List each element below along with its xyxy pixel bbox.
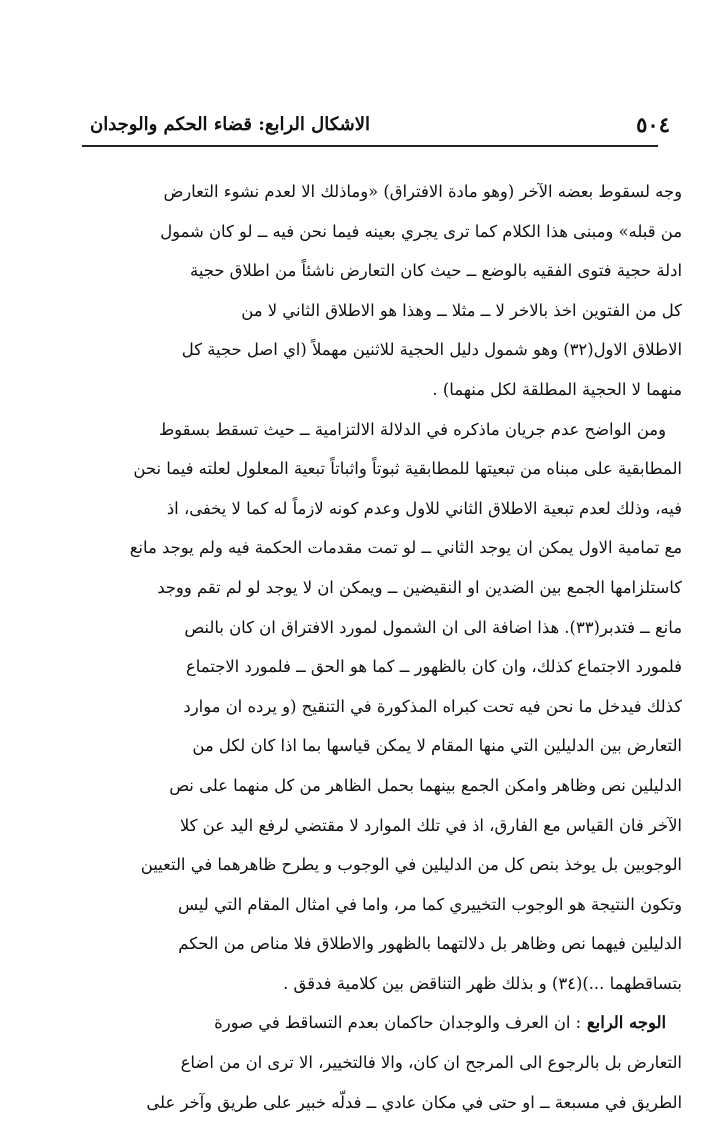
text-line: بتساقطهما ...)(٣٤) و بذلك ظهر التناقض بين كلامية فدقق . (283, 973, 682, 993)
text-line: الدليلين نص وظاهر وامكن الجمع بينهما بحمل الظاهر من كل منهما على نص (169, 775, 682, 795)
page-header (80, 106, 670, 142)
text-line: وجه لسقوط بعضه الآخر (وهو مادة الافتراق) «وماذلك الا لعدم نشوء التعارض (163, 182, 682, 201)
text-line: التعارض بل بالرجوع الى المرجح ان كان، والا فالتخيير، الا ترى ان من اضاع (180, 1053, 682, 1073)
text-line: ادلة حجية فتوى الفقيه بالوضع ــ حيث كان التعارض ناشئاً من اطلاق حجية (190, 261, 682, 281)
text-line: كذلك فيدخل ما نحن فيه تحت كبراه المذكورة في التنقيح (و يرده ان موارد (183, 696, 682, 716)
text-line: منهما لا الحجية المطلقة لكل منهما) . (432, 379, 682, 399)
text-line: الاطلاق الاول(٣٢) وهو شمول دليل الحجية للاثنين مهملاً (اي اصل حجية كل (181, 340, 682, 360)
body-text (70, 172, 682, 1122)
text-line: الدليلين فيهما نص وظاهر بل دلالتهما بالظهور والاطلاق فلا مناص من الحكم (178, 934, 682, 954)
text-line: الآخر فان القياس مع الفارق، اذ في تلك الموارد لا مقتضي لرفع اليد عن كلا (179, 815, 682, 835)
text-line: التعارض بين الدليلين التي منها المقام لا يمكن قياسها بما اذا كان لكل من (192, 736, 682, 756)
running-title: الاشكال الرابع: قضاء الحكم والوجدان (90, 114, 371, 135)
text-line: مانع ــ فتدبر(٣٣). هذا اضافة الى ان الشمول لمورد الافتراق ان كان بالنص (184, 617, 682, 637)
page-number: ٥٠٤ (636, 112, 670, 137)
text-line: وتكون النتيجة هو الوجوب التخييري كما مر، واما في امثال المقام التي ليس (177, 894, 682, 914)
text-line: فلمورد الاجتماع كذلك، وان كان بالظهور ــ كما هو الحق ــ فلمورد الاجتماع (186, 657, 682, 677)
header-rule (82, 145, 658, 147)
text-line: الطريق في مسبعة ــ او حتى في مكان عادي ــ فدلّه خبير على طريق وآخر على (146, 1092, 682, 1112)
text-line: كاستلزامها الجمع بين الضدين او النقيضين ــ ويمكن ان لا يوجد لو لم تقم ووجد (157, 577, 682, 597)
text-line: المطابقية على مبناه من تبعيتها للمطابقية ثبوتاً واثباتاً تبعية المعلول لعلته فيما نحن (133, 459, 682, 479)
text-line: كل من الفتوين اخذ بالاخر لا ــ مثلا ــ وهذا هو الاطلاق الثاني لا من (241, 300, 682, 320)
section-heading: الوجه الرابع (581, 1013, 666, 1033)
text-line: الوجوبين بل يوخذ بنص كل من الدليلين في الوجوب و يطرح ظاهرهما في التعيين (140, 855, 682, 875)
text-line: من قبله» ومبنى هذا الكلام كما ترى يجري بعينه فيما نحن فيه ــ لو كان شمول (160, 221, 682, 241)
text-line: ومن الواضح عدم جريان ماذكره في الدلالة الالتزامية ــ حيث تسقط بسقوط (159, 419, 666, 439)
section-heading-line: الوجه الرابع : ان العرف والوجدان حاكمان بعدم التساقط في صورة (214, 1013, 666, 1033)
text-line: فيه، وذلك لعدم تبعية الاطلاق الثاني للاول وعدم كونه لازماً له كما لا يخفى، اذ (166, 498, 682, 518)
text-line: مع تمامية الاول يمكن ان يوجد الثاني ــ لو تمت مقدمات الحكمة فيه ولم يوجد مانع (129, 538, 682, 558)
